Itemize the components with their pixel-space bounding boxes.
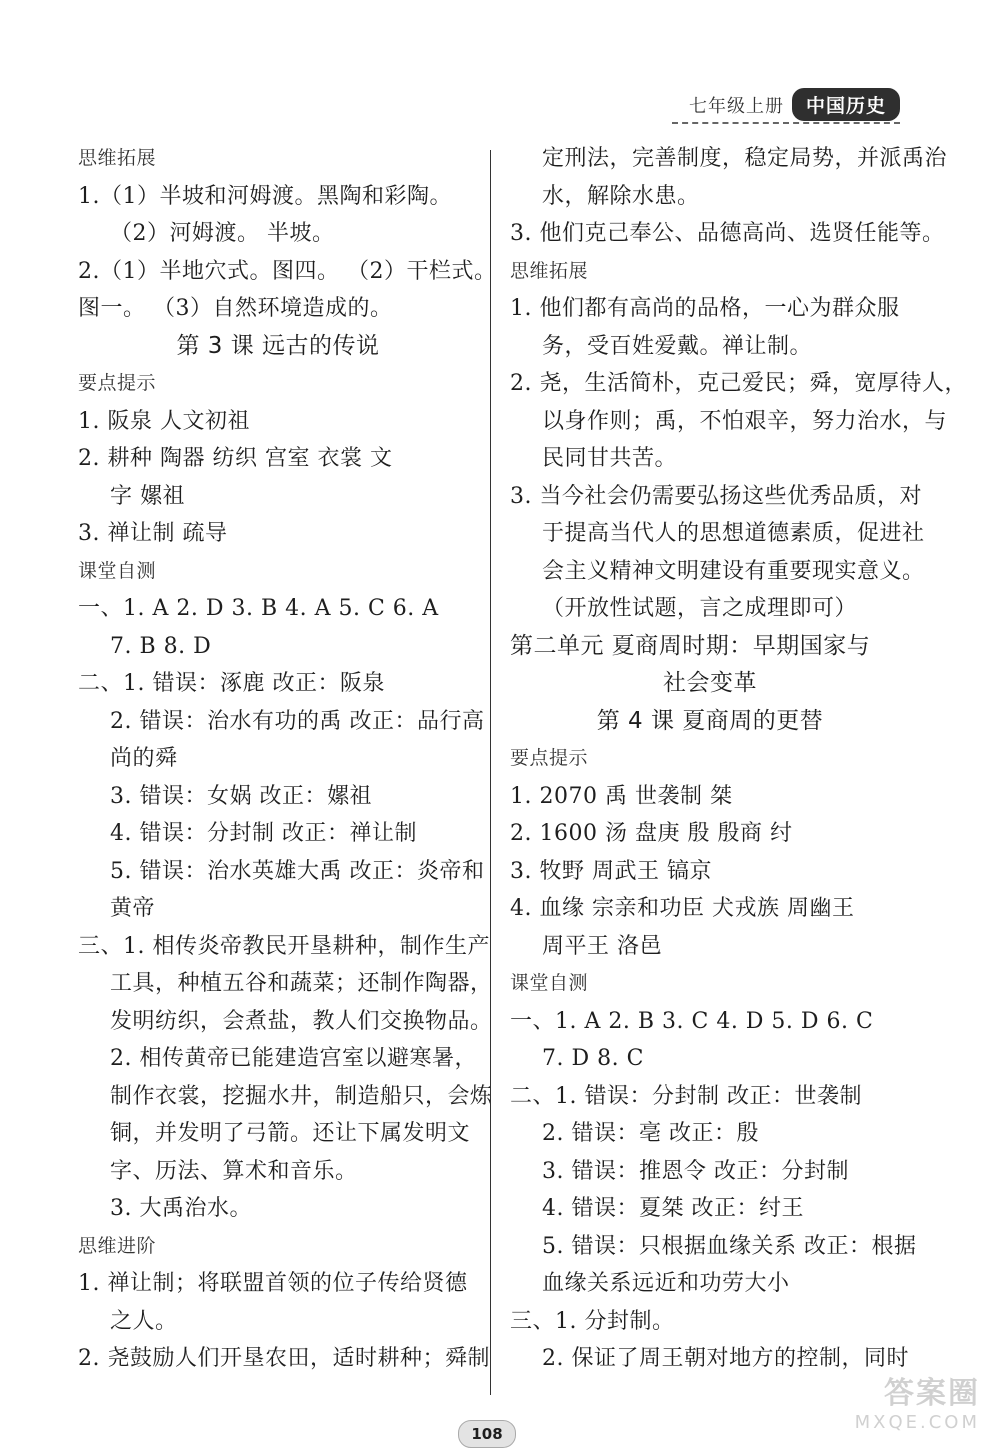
text-line: 3. 禅让制 疏导 xyxy=(78,521,228,546)
text-line: 2. 尧鼓励人们开垦农田，适时耕种；舜制 xyxy=(78,1346,490,1371)
text-line-indented: 务，受百姓爱戴。禅让制。 xyxy=(542,333,813,359)
text-line-indented: 2. 相传黄帝已能建造宫室以避寒暑， xyxy=(110,1046,477,1071)
text-line-indented: 3. 错误：推恩令 改正：分封制 xyxy=(542,1158,849,1184)
text-line-indented: 3. 错误：女娲 改正：嫘祖 xyxy=(110,783,372,809)
text-line-indented: （开放性试题，言之成理即可） xyxy=(542,596,858,621)
text-line-indented: 4. 错误：分封制 改正：禅让制 xyxy=(110,821,417,846)
left-column xyxy=(78,140,497,1378)
text-line-indented: 7. B 8. D xyxy=(110,633,212,659)
section-heading: 思维进阶 xyxy=(78,1234,157,1257)
text-line-indented: 5. 错误：治水英雄大禹 改正：炎帝和 xyxy=(110,858,485,884)
text-line-indented: 5. 错误：只根据血缘关系 改正：根据 xyxy=(542,1233,917,1259)
text-line: 二、1. 错误：分封制 改正：世袭制 xyxy=(510,1083,862,1109)
text-line-indented: （2）河姆渡。 半坡。 xyxy=(110,221,335,246)
text-line: 3. 牧野 周武王 镐京 xyxy=(510,858,712,884)
text-line-indented: 7. D 8. C xyxy=(542,1046,644,1071)
subject-badge: 中国历史 xyxy=(792,88,900,121)
text-line-indented: 以身作则；禹，不怕艰辛，努力治水，与 xyxy=(542,408,948,434)
text-line-indented: 发明纺织，会煮盐，教人们交换物品。 xyxy=(110,1008,493,1034)
text-line-indented: 民同甘共苦。 xyxy=(542,446,678,471)
text-line-indented: 周平王 洛邑 xyxy=(542,933,662,959)
text-line: 4. 血缘 宗亲和功臣 犬戎族 周幽王 xyxy=(510,896,855,921)
text-line-indented: 尚的舜 xyxy=(110,746,178,771)
watermark-title: 答案圈 xyxy=(884,1376,980,1411)
text-line-indented: 水，解除水患。 xyxy=(542,183,700,209)
text-line-indented: 之人。 xyxy=(110,1308,178,1334)
text-line-indented: 定刑法，完善制度，稳定局势，并派禹治 xyxy=(542,146,948,171)
section-heading: 思维拓展 xyxy=(78,147,157,169)
text-line-indented: 3. 大禹治水。 xyxy=(110,1196,252,1221)
text-line: 2. 耕种 陶器 纺织 宫室 衣裳 文 xyxy=(78,446,393,471)
text-line: 一、1. A 2. B 3. C 4. D 5. D 6. C xyxy=(510,1008,874,1034)
text-line-indented: 2. 错误：治水有功的禹 改正：品行高 xyxy=(110,708,485,734)
text-line: 3. 当今社会仍需要弘扬这些优秀品质，对 xyxy=(510,483,922,509)
text-line-indented: 工具，种植五谷和蔬菜；还制作陶器， xyxy=(110,971,493,996)
text-line: 1. 他们都有高尚的品格，一心为群众服 xyxy=(510,296,900,321)
text-line: 1. 2070 禹 世袭制 桀 xyxy=(510,783,733,809)
text-line: 2. 1600 汤 盘庚 殷 殷商 纣 xyxy=(510,821,793,846)
text-line: 一、1. A 2. D 3. B 4. A 5. C 6. A xyxy=(78,596,439,621)
text-line: 1.（1）半坡和河姆渡。黑陶和彩陶。 xyxy=(78,183,452,209)
section-heading: 思维拓展 xyxy=(510,259,589,282)
unit-title: 第二单元 夏商周时期：早期国家与 xyxy=(510,632,871,659)
text-line: 二、1. 错误：涿鹿 改正：阪泉 xyxy=(78,671,385,696)
text-line: 图一。 （3）自然环境造成的。 xyxy=(78,296,393,321)
lesson-title: 第 4 课 夏商周的更替 xyxy=(596,707,824,734)
text-line: 1. 阪泉 人文初祖 xyxy=(78,408,250,434)
text-line: 三、1. 相传炎帝教民开垦耕种，制作生产 xyxy=(78,933,490,959)
lesson-title: 第 3 课 远古的传说 xyxy=(176,332,380,359)
grade-label: 七年级上册 xyxy=(688,95,784,117)
text-line-indented: 制作衣裳，挖掘水井，制造船只，会炼 xyxy=(110,1083,493,1109)
text-line-indented: 于提高当代人的思想道德素质，促进社 xyxy=(542,521,925,546)
text-line: 3. 他们克己奉公、品德高尚、选贤任能等。 xyxy=(510,221,945,246)
text-line-indented: 黄帝 xyxy=(110,896,156,921)
page-number: 108 xyxy=(458,1420,516,1448)
column-divider xyxy=(490,150,491,1395)
section-heading: 要点提示 xyxy=(78,372,157,394)
text-line-indented: 字 嫘祖 xyxy=(110,483,185,509)
watermark-url: MXQE.COM xyxy=(854,1412,980,1433)
section-heading: 课堂自测 xyxy=(78,559,157,582)
text-line-indented: 血缘关系远近和功劳大小 xyxy=(542,1271,790,1296)
text-line-indented: 会主义精神文明建设有重要现实意义。 xyxy=(542,558,925,584)
text-line-indented: 4. 错误：夏桀 改正：纣王 xyxy=(542,1196,804,1221)
right-column xyxy=(510,140,967,1378)
watermark-logo xyxy=(855,1368,980,1433)
text-line: 2. 尧，生活简朴，克己爱民；舜，宽厚待人， xyxy=(510,371,967,396)
section-heading: 要点提示 xyxy=(510,747,589,769)
header-rule xyxy=(672,122,900,124)
text-line-indented: 铜，并发明了弓箭。还让下属发明文 xyxy=(110,1121,471,1146)
page-header xyxy=(689,88,900,121)
text-line: 1. 禅让制；将联盟首领的位子传给贤德 xyxy=(78,1271,468,1296)
text-line: 2.（1）半地穴式。图四。 （2）干栏式。 xyxy=(78,258,497,284)
text-line-indented: 2. 保证了周王朝对地方的控制，同时 xyxy=(542,1346,909,1371)
text-line: 三、1. 分封制。 xyxy=(510,1308,675,1334)
text-line-indented: 2. 错误：亳 改正：殷 xyxy=(542,1121,759,1146)
section-heading: 课堂自测 xyxy=(510,972,589,994)
unit-title: 社会变革 xyxy=(663,670,757,696)
text-line-indented: 字、历法、算术和音乐。 xyxy=(110,1158,358,1184)
